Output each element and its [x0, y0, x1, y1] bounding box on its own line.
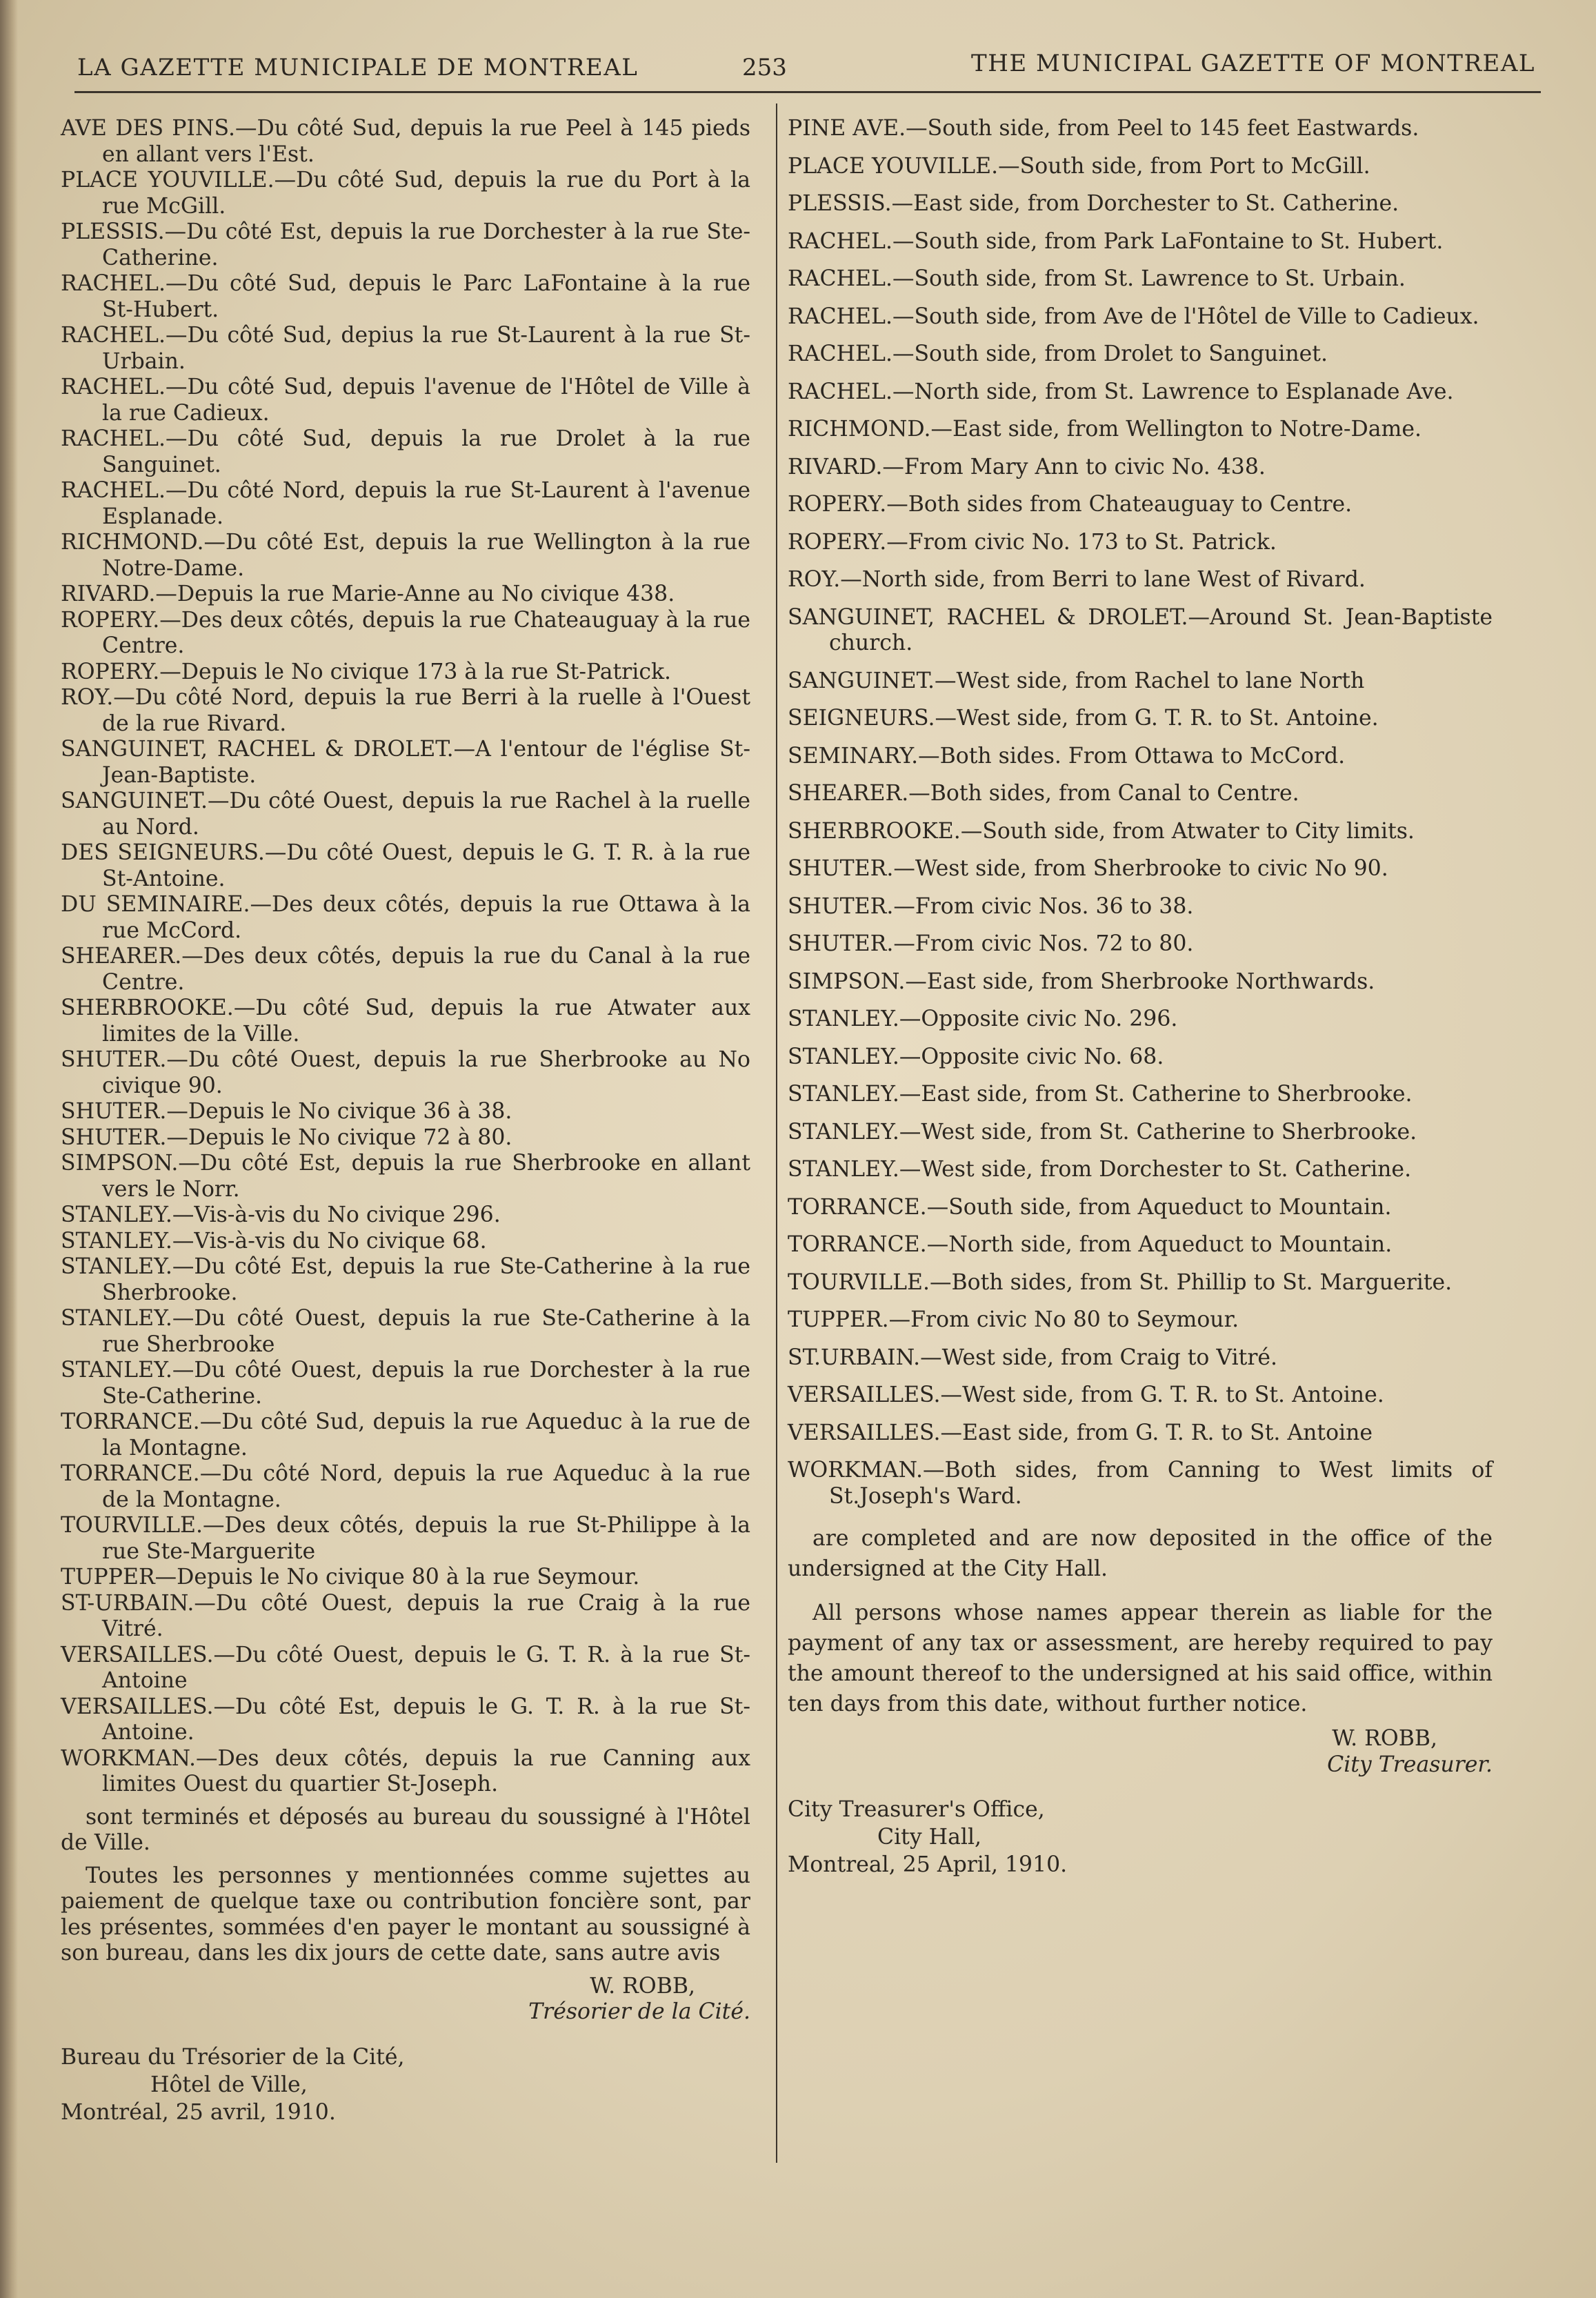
english-street-entry: WORKMAN.—Both sides, from Canning to West limits of St.Joseph's Ward.: [788, 1458, 1493, 1509]
french-notice-paragraph: Toutes les personnes y mentionnées comme sujettes au paiement de quelque taxe ou contribution foncière sont, par les présentes, sommées d'en payer le montant au soussigné à son bureau, dans les dix jours de cette date, sans autre avis: [61, 1863, 750, 1965]
french-street-entry: VERSAILLES.—Du côté Ouest, depuis le G. T. R. à la rue St-Antoine: [61, 1642, 750, 1693]
english-street-entry: ROPERY.—Both sides from Chateauguay to Centre.: [788, 492, 1353, 517]
french-street-entry: SHUTER.—Du côté Ouest, depuis la rue Sherbrooke au No civique 90.: [61, 1047, 750, 1098]
french-street-entry: PLACE YOUVILLE.—Du côté Sud, depuis la rue du Port à la rue McGill.: [61, 168, 750, 219]
french-street-entry: SIMPSON.—Du côté Est, depuis la rue Sherbrooke en allant vers le Norr.: [61, 1151, 750, 1202]
english-street-entry: PLACE YOUVILLE.—South side, from Port to McGill.: [788, 153, 1370, 179]
french-column: [61, 116, 750, 2126]
french-street-entry: AVE DES PINS.—Du côté Sud, depuis la rue Peel à 145 pieds en allant vers l'Est.: [61, 116, 750, 167]
french-street-entry: RACHEL.—Du côté Sud, depuis le Parc LaFontaine à la rue St-Hubert.: [61, 271, 750, 322]
page-number: 253: [742, 54, 787, 81]
english-street-entry: SHUTER.—West side, from Sherbrooke to civic No 90.: [788, 856, 1388, 881]
english-street-entry: VERSAILLES.—East side, from G. T. R. to St. Antoine: [788, 1420, 1373, 1445]
english-street-entry: SANGUINET, RACHEL & DROLET.—Around St. Jean-Baptiste church.: [788, 604, 1493, 655]
french-signature: W. ROBB,: [590, 1973, 695, 1999]
french-street-entry: TUPPER—Depuis le No civique 80 à la rue Seymour.: [61, 1565, 640, 1589]
french-street-entry: DES SEIGNEURS.—Du côté Ouest, depuis le G. T. R. à la rue St-Antoine.: [61, 840, 750, 891]
english-street-entry: SANGUINET.—West side, from Rachel to lane North: [788, 668, 1365, 693]
french-street-entry: STANLEY.—Du côté Ouest, depuis la rue Dorchester à la rue Ste-Catherine.: [61, 1358, 750, 1409]
english-entry-list: [788, 116, 1493, 1509]
binding-shadow: [0, 0, 18, 2298]
french-street-entry: RIVARD.—Depuis la rue Marie-Anne au No civique 438.: [61, 582, 675, 606]
english-street-entry: ROY.—North side, from Berri to lane West of Rivard.: [788, 567, 1366, 592]
english-street-entry: STANLEY.—Opposite civic No. 296.: [788, 1007, 1178, 1031]
french-street-entry: PLESSIS.—Du côté Est, depuis la rue Dorchester à la rue Ste-Catherine.: [61, 219, 750, 270]
french-address-line: Bureau du Trésorier de la Cité,: [61, 2044, 405, 2070]
english-street-entry: SHERBROOKE.—South side, from Atwater to City limits.: [788, 818, 1415, 844]
french-street-entry: WORKMAN.—Des deux côtés, depuis la rue Canning aux limites Ouest du quartier St-Joseph.: [61, 1745, 750, 1796]
french-completion-paragraph: sont terminés et déposés au bureau du soussigné à l'Hôtel de Ville.: [61, 1804, 750, 1855]
english-street-entry: PLESSIS.—East side, from Dorchester to St. Catherine.: [788, 191, 1399, 216]
french-street-entry: SHUTER.—Depuis le No civique 36 à 38.: [61, 1099, 512, 1124]
header-french-title: LA GAZETTE MUNICIPALE DE MONTREAL: [77, 54, 639, 81]
english-signature-title: City Treasurer.: [1327, 1752, 1493, 1777]
english-street-entry: STANLEY.—West side, from Dorchester to St. Catherine.: [788, 1157, 1412, 1182]
english-completion-paragraph: are completed and are now deposited in the office of the undersigned at the City Hall.: [788, 1526, 1493, 1581]
english-street-entry: STANLEY.—Opposite civic No. 68.: [788, 1044, 1164, 1069]
french-street-entry: ROPERY.—Depuis le No civique 173 à la rue St-Patrick.: [61, 659, 672, 684]
english-address: [788, 1796, 1493, 1879]
english-street-entry: SHEARER.—Both sides, from Canal to Centre.: [788, 781, 1299, 806]
english-street-entry: PINE AVE.—South side, from Peel to 145 feet Eastwards.: [788, 116, 1419, 141]
french-street-entry: STANLEY.—Du côté Ouest, depuis la rue Ste-Catherine à la rue Sherbrooke: [61, 1306, 750, 1357]
page-header: [74, 43, 1541, 93]
french-street-entry: DU SEMINAIRE.—Des deux côtés, depuis la rue Ottawa à la rue McCord.: [61, 892, 750, 943]
english-street-entry: STANLEY.—East side, from St. Catherine to Sherbrooke.: [788, 1082, 1413, 1107]
french-street-entry: VERSAILLES.—Du côté Est, depuis le G. T. R. à la rue St-Antoine.: [61, 1694, 750, 1745]
english-street-entry: RACHEL.—South side, from St. Lawrence to St. Urbain.: [788, 266, 1406, 291]
english-street-entry: TUPPER.—From civic No 80 to Seymour.: [788, 1307, 1239, 1332]
french-signature-title: Trésorier de la Cité.: [528, 1999, 750, 2024]
french-street-entry: RACHEL.—Du côté Sud, depuis l'avenue de l'Hôtel de Ville à la rue Cadieux.: [61, 375, 750, 426]
french-street-entry: RACHEL.—Du côté Nord, depuis la rue St-Laurent à l'avenue Esplanade.: [61, 478, 750, 529]
french-street-entry: ROPERY.—Des deux côtés, depuis la rue Chateauguay à la rue Centre.: [61, 607, 750, 658]
french-street-entry: SANGUINET.—Du côté Ouest, depuis la rue Rachel à la ruelle au Nord.: [61, 789, 750, 840]
french-street-entry: TOURVILLE.—Des deux côtés, depuis la rue St-Philippe à la rue Ste-Marguerite: [61, 1513, 750, 1564]
french-street-entry: STANLEY.—Du côté Est, depuis la rue Ste-Catherine à la rue Sherbrooke.: [61, 1254, 750, 1305]
english-street-entry: SEMINARY.—Both sides. From Ottawa to McCord.: [788, 743, 1346, 769]
english-signature: W. ROBB,: [1332, 1726, 1437, 1751]
french-street-entry: RACHEL.—Du côté Sud, depius la rue St-Laurent à la rue St-Urbain.: [61, 323, 750, 374]
english-street-entry: STANLEY.—West side, from St. Catherine to Sherbrooke.: [788, 1119, 1417, 1145]
english-street-entry: TORRANCE.—North side, from Aqueduct to Mountain.: [788, 1232, 1393, 1257]
english-street-entry: RACHEL.—South side, from Ave de l'Hôtel de Ville to Cadieux.: [788, 304, 1479, 329]
column-divider: [776, 103, 777, 2163]
english-street-entry: SHUTER.—From civic Nos. 36 to 38.: [788, 893, 1194, 919]
french-street-entry: SHEARER.—Des deux côtés, depuis la rue du Canal à la rue Centre.: [61, 944, 750, 995]
english-street-entry: SHUTER.—From civic Nos. 72 to 80.: [788, 931, 1194, 956]
english-address-line: City Treasurer's Office,: [788, 1797, 1045, 1822]
english-street-entry: ROPERY.—From civic No. 173 to St. Patrick.: [788, 529, 1277, 555]
english-column: [788, 116, 1493, 1879]
french-street-entry: TORRANCE.—Du côté Sud, depuis la rue Aqueduc à la rue de la Montagne.: [61, 1409, 750, 1460]
french-address: [61, 2043, 750, 2126]
english-street-entry: TORRANCE.—South side, from Aqueduct to Mountain.: [788, 1194, 1392, 1220]
french-entry-list: [61, 116, 750, 1798]
french-street-entry: STANLEY.—Vis-à-vis du No civique 296.: [61, 1202, 501, 1227]
french-street-entry: RACHEL.—Du côté Sud, depuis la rue Drolet à la rue Sanguinet.: [61, 426, 750, 477]
french-street-entry: ST-URBAIN.—Du côté Ouest, depuis la rue Craig à la rue Vitré.: [61, 1590, 750, 1641]
french-address-line: Hôtel de Ville,: [150, 2072, 308, 2097]
english-street-entry: SIMPSON.—East side, from Sherbrooke Northwards.: [788, 969, 1375, 994]
english-street-entry: RACHEL.—North side, from St. Lawrence to Esplanade Ave.: [788, 379, 1454, 404]
french-street-entry: RICHMOND.—Du côté Est, depuis la rue Wellington à la rue Notre-Dame.: [61, 530, 750, 581]
english-address-line: Montreal, 25 April, 1910.: [788, 1852, 1068, 1877]
english-street-entry: SEIGNEURS.—West side, from G. T. R. to St. Antoine.: [788, 706, 1379, 731]
english-street-entry: RACHEL.—South side, from Park LaFontaine to St. Hubert.: [788, 228, 1444, 254]
english-street-entry: TOURVILLE.—Both sides, from St. Phillip to St. Marguerite.: [788, 1269, 1453, 1295]
french-street-entry: SHUTER.—Depuis le No civique 72 à 80.: [61, 1125, 512, 1150]
french-street-entry: SANGUINET, RACHEL & DROLET.—A l'entour de l'église St-Jean-Baptiste.: [61, 737, 750, 788]
english-street-entry: ST.URBAIN.—West side, from Craig to Vitré.: [788, 1345, 1278, 1370]
french-street-entry: STANLEY.—Vis-à-vis du No civique 68.: [61, 1228, 487, 1254]
french-street-entry: ROY.—Du côté Nord, depuis la rue Berri à la ruelle à l'Ouest de la rue Rivard.: [61, 685, 750, 736]
french-address-line: Montréal, 25 avril, 1910.: [61, 2099, 336, 2125]
header-english-title: THE MUNICIPAL GAZETTE OF MONTREAL: [971, 50, 1535, 77]
french-street-entry: TORRANCE.—Du côté Nord, depuis la rue Aqueduc à la rue de la Montagne.: [61, 1461, 750, 1512]
english-address-line: City Hall,: [877, 1825, 982, 1850]
english-street-entry: RACHEL.—South side, from Drolet to Sanguinet.: [788, 341, 1328, 366]
english-street-entry: VERSAILLES.—West side, from G. T. R. to St. Antoine.: [788, 1383, 1384, 1407]
english-street-entry: RICHMOND.—East side, from Wellington to Notre-Dame.: [788, 417, 1422, 442]
english-notice-paragraph: All persons whose names appear therein as liable for the payment of any tax or assessment, are hereby required to pay the amount thereof to the undersigned at his said office, within ten days from this date, without further notice.: [788, 1601, 1493, 1716]
french-street-entry: SHERBROOKE.—Du côté Sud, depuis la rue Atwater aux limites de la Ville.: [61, 996, 750, 1047]
english-street-entry: RIVARD.—From Mary Ann to civic No. 438.: [788, 454, 1266, 479]
